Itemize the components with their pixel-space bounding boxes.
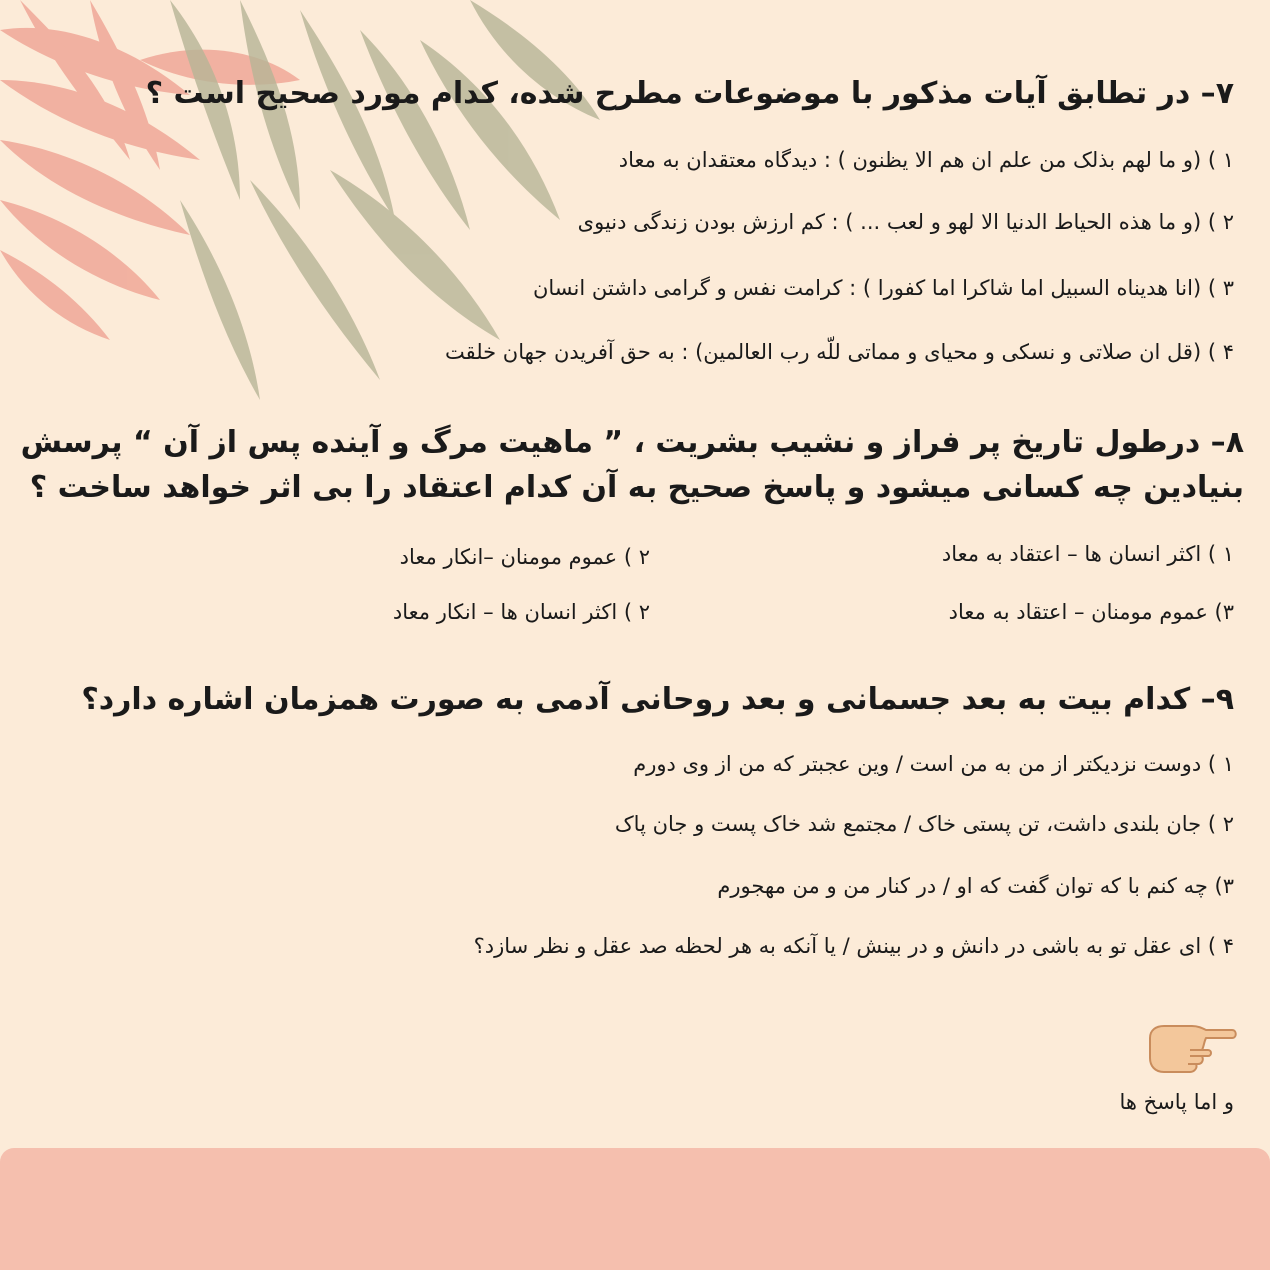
q7-option-1: ۱ ) (و ما لهم بذلک من علم ان هم الا یظنون ) : دیدگاه معتقدان به معاد <box>618 148 1234 172</box>
q9-option-1: ۱ ) دوست نزدیکتر از من به من است / وین عجبتر که من از وی دورم <box>633 752 1234 776</box>
q9-option-4: ۴ ) ای عقل تو به باشی در دانش و در بینش / یا آنکه به هر لحظه صد عقل و نظر سازد؟ <box>473 934 1234 958</box>
q8-option-2: ۲ ) عموم مومنان –انکار معاد <box>399 545 650 569</box>
q9-title: ۹– کدام بیت به بعد جسمانی و بعد روحانی آدمی به صورت همزمان اشاره دارد؟ <box>81 682 1234 717</box>
q8-option-4: ۲ ) اکثر انسان ها – انکار معاد <box>392 600 650 624</box>
q9-option-2: ۲ ) جان بلندی داشت، تن پستی خاک / مجتمع شد خاک پست و جان پاک <box>614 812 1234 836</box>
q8-option-3: ۳) عموم مومنان – اعتقاد به معاد <box>948 600 1234 624</box>
q9-option-3: ۳) چه کنم با که توان گفت که او / در کنار من و من مهجورم <box>717 874 1234 898</box>
pointing-hand-icon <box>1146 1016 1238 1076</box>
q7-option-4: ۴ ) (قل ان صلاتی و نسکی و محیای و مماتی للّه رب العالمین) : به حق آفریدن جهان خلقت <box>444 340 1234 364</box>
q7-option-3: ۳ ) (انا هدیناه السبیل اما شاکرا اما کفورا ) : کرامت نفس و گرامی داشتن انسان <box>532 276 1234 300</box>
q7-title: ۷– در تطابق آیات مذکور با موضوعات مطرح شده، کدام مورد صحیح است ؟ <box>145 76 1234 111</box>
q8-title: ۸– درطول تاریخ پر فراز و نشیب بشریت ، ” ماهیت مرگ و آینده پس از آن “ پرسش بنیادین چه کسانی میشود و پاسخ صحیح به آن کدام اعتقاد را بی اثر خواهد ساخت ؟ <box>20 425 1244 505</box>
q8-option-1: ۱ ) اکثر انسان ها – اعتقاد به معاد <box>941 542 1234 566</box>
q7-option-2: ۲ ) (و ما هذه الحیاط الدنیا الا لهو و لعب ... ) : کم ارزش بودن زندگی دنیوی <box>577 210 1234 234</box>
answers-label: و اما پاسخ ها <box>1119 1090 1234 1114</box>
